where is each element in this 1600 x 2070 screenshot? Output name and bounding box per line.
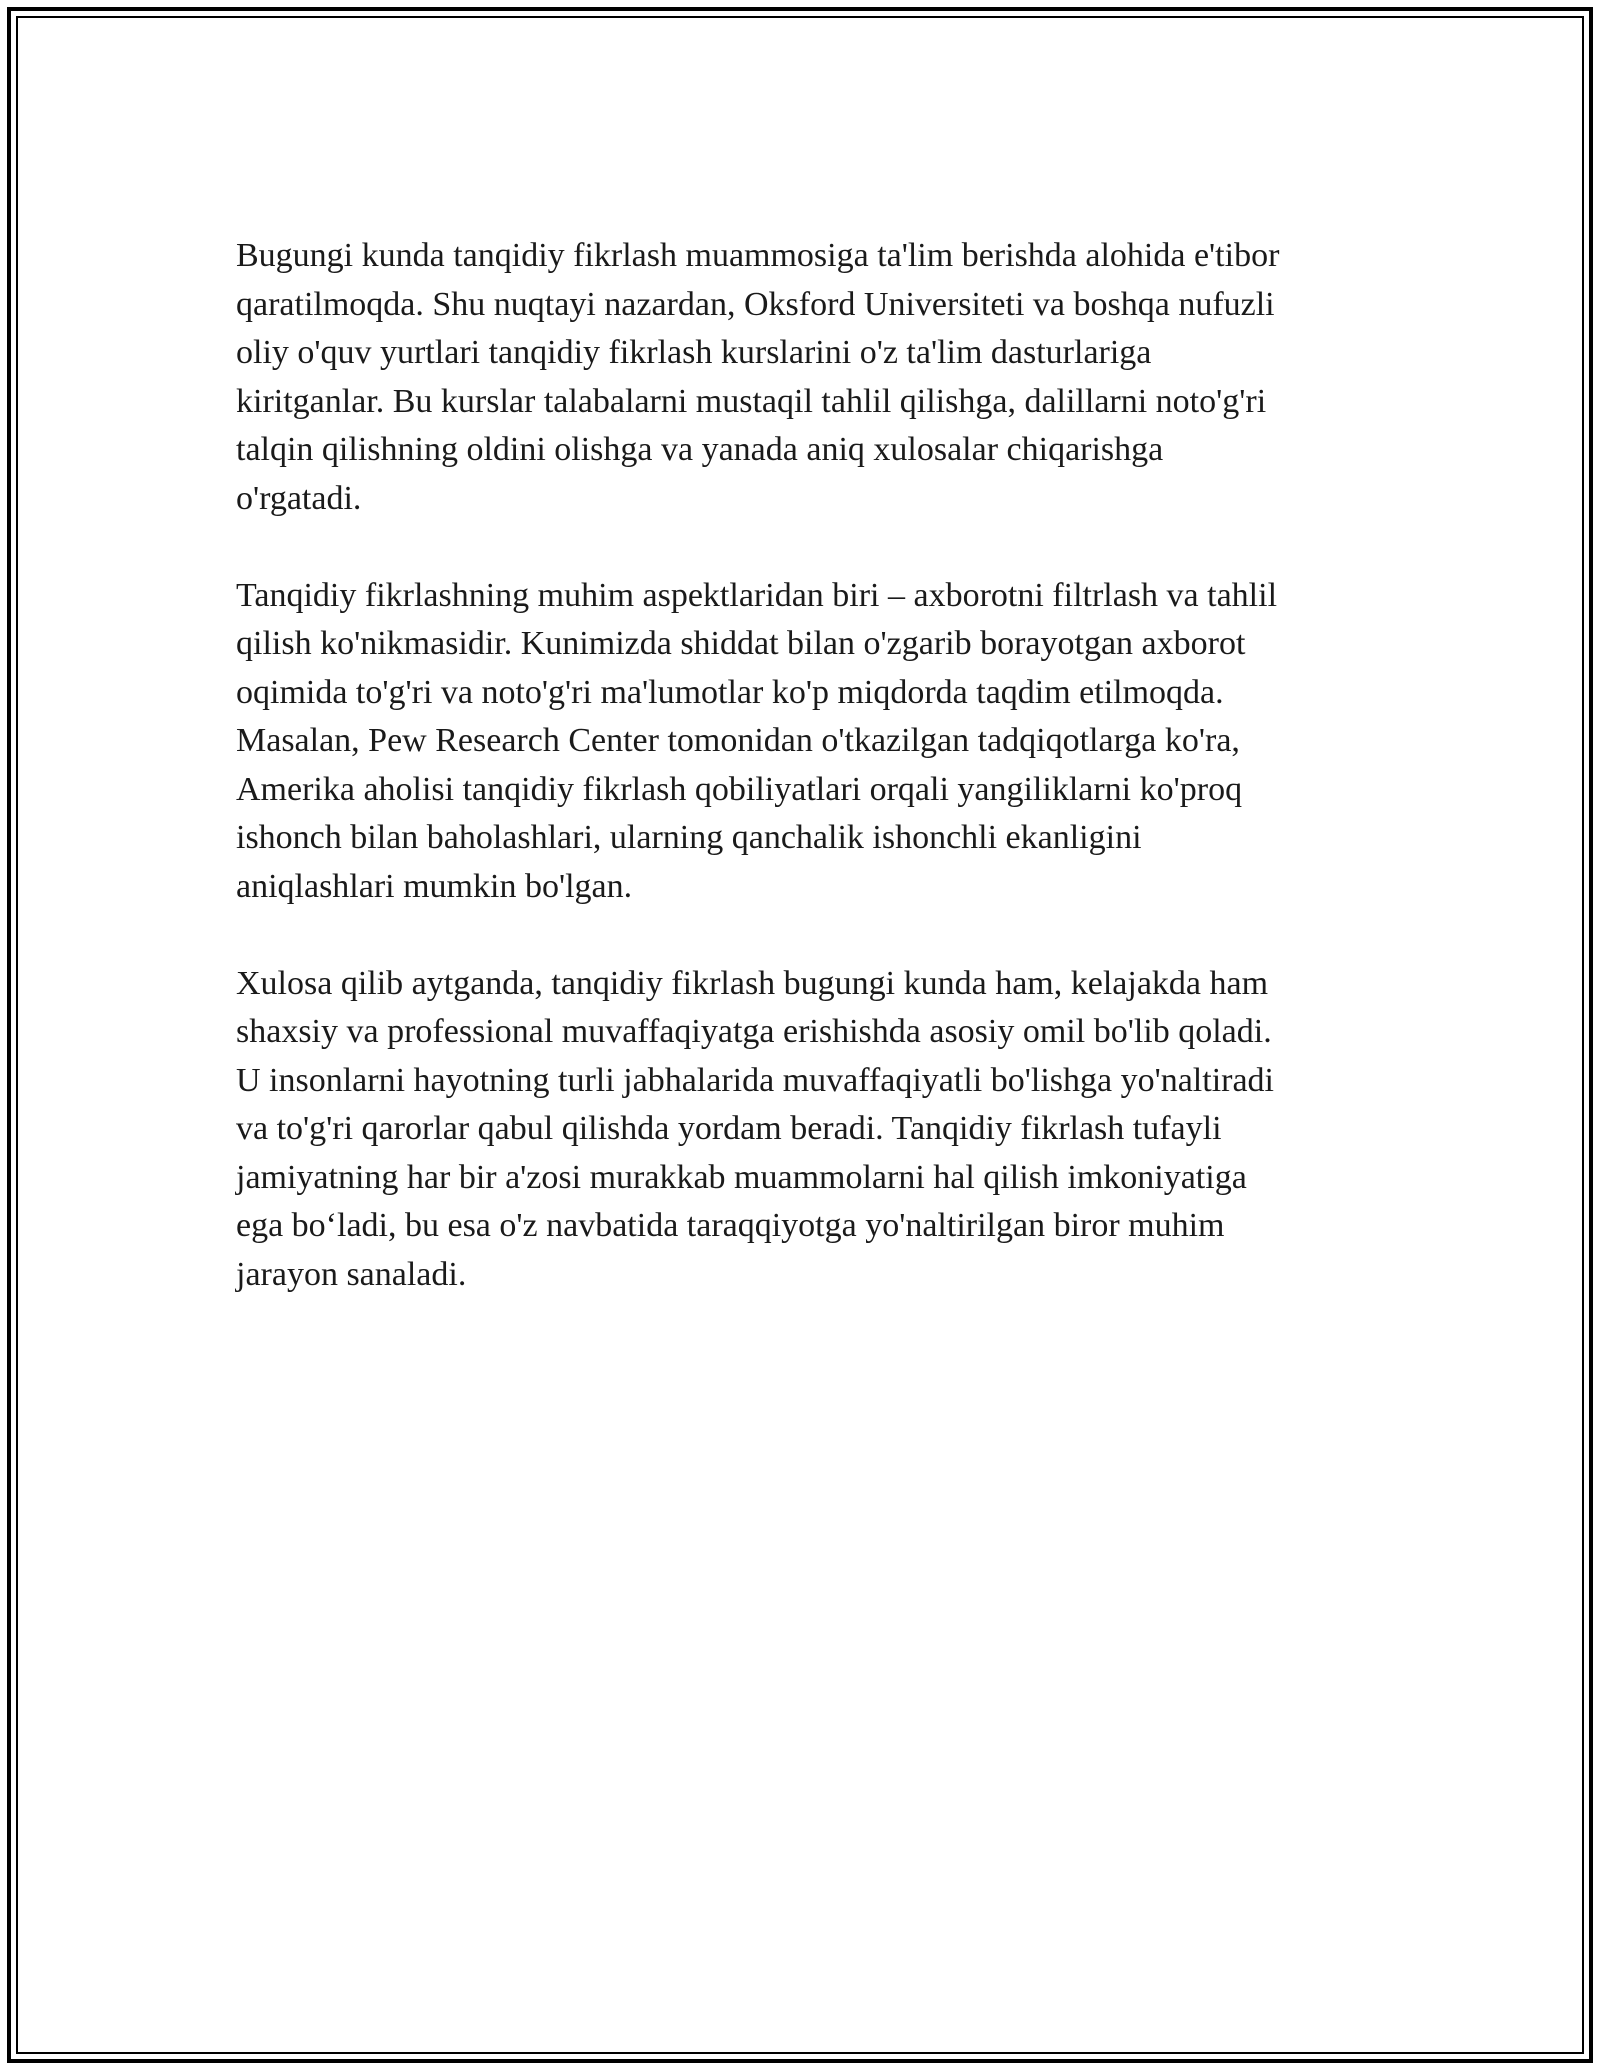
paragraph-line: jarayon sanaladi. bbox=[236, 1255, 467, 1293]
paragraph-line: o'rgatadi. bbox=[236, 479, 362, 517]
paragraph-line: shaxsiy va professional muvaffaqiyatga erishishda asosiy omil bo'lib qoladi. bbox=[236, 1013, 1272, 1050]
paragraph-line: oqimida to'g'ri va noto'g'ri ma'lumotlar ko'p miqdorda taqdim etilmoqda. bbox=[236, 673, 1224, 711]
paragraph-line: Amerika aholisi tanqidiy fikrlash qobiliyatlari orqali yangiliklarni ko'proq bbox=[236, 770, 1243, 808]
paragraph-line: Xulosa qilib aytganda, tanqidiy fikrlash bugungi kunda ham, kelajakda ham bbox=[236, 964, 1269, 1002]
paragraph-line: Tanqidiy fikrlashning muhim aspektlaridan biri – axborotni filtrlash va tahlil bbox=[236, 576, 1278, 614]
paragraph-line: kiritganlar. Bu kurslar talabalarni mustaqil tahlil qilishga, dalillarni noto'g'ri bbox=[236, 382, 1267, 420]
paragraph-line: Masalan, Pew Research Center tomonidan o'tkazilgan tadqiqotlarga ko'ra, bbox=[236, 722, 1240, 759]
paragraph-2 bbox=[236, 572, 1376, 912]
paragraph-line: qaratilmoqda. Shu nuqtayi nazardan, Oksford Universiteti va boshqa nufuzli bbox=[236, 285, 1275, 323]
paragraph-line: va to'g'ri qarorlar qabul qilishda yordam beradi. Tanqidiy fikrlash tufayli bbox=[236, 1110, 1222, 1147]
paragraph-line: oliy o'quv yurtlari tanqidiy fikrlash kurslarini o'z ta'lim dasturlariga bbox=[236, 334, 1152, 371]
paragraph-line: Bugungi kunda tanqidiy fikrlash muammosiga ta'lim berishda alohida e'tibor bbox=[236, 237, 1280, 274]
paragraph-line: ishonch bilan baholashlari, ularning qanchalik ishonchli ekanligini bbox=[236, 819, 1142, 856]
paragraph-line: U insonlarni hayotning turli jabhalarida muvaffaqiyatli bo'lishga yo'naltiradi bbox=[236, 1061, 1274, 1099]
paragraph-line: qilish ko'nikmasidir. Kunimizda shiddat bilan o'zgarib borayotgan axborot bbox=[236, 625, 1246, 662]
paragraph-3 bbox=[236, 960, 1376, 1300]
paragraph-line: talqin qilishning oldini olishga va yanada aniq xulosalar chiqarishga bbox=[236, 431, 1164, 468]
paragraph-line: ega bo‘ladi, bu esa o'z navbatida taraqqiyotga yo'naltirilgan biror muhim bbox=[236, 1207, 1225, 1244]
paragraph-line: aniqlashlari mumkin bo'lgan. bbox=[236, 867, 633, 905]
paragraph-1 bbox=[236, 232, 1376, 523]
document-body bbox=[236, 232, 1376, 1348]
paragraph-line: jamiyatning har bir a'zosi murakkab muammolarni hal qilish imkoniyatiga bbox=[236, 1158, 1247, 1196]
